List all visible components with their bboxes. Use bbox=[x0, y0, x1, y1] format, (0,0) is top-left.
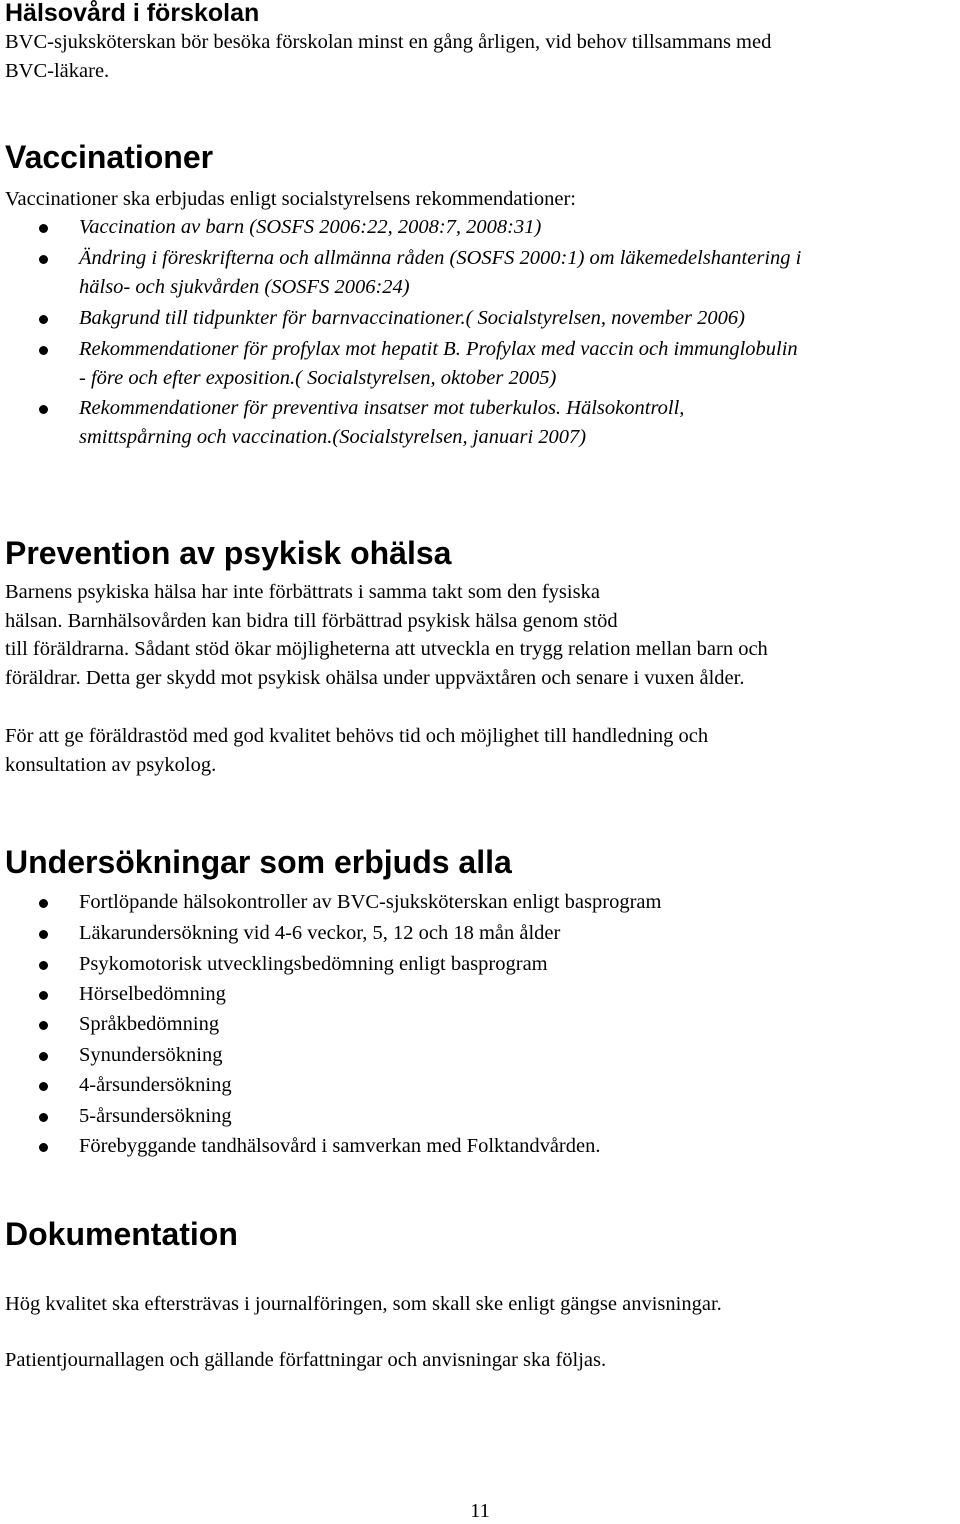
heading-dokumentation: Dokumentation bbox=[5, 1216, 238, 1252]
bullet-icon bbox=[39, 255, 48, 264]
list-item: Vaccination av barn (SOSFS 2006:22, 2008:7, 2008:31) bbox=[79, 216, 542, 238]
paragraph-prevention bbox=[5, 578, 768, 692]
paragraph-foraldrastod bbox=[5, 722, 708, 779]
text-line: konsultation av psykolog. bbox=[5, 753, 217, 776]
bullet-icon bbox=[39, 1082, 48, 1091]
list-item: 4-årsundersökning bbox=[79, 1074, 232, 1096]
list-item-continued: hälso- och sjukvården (SOSFS 2006:24) bbox=[79, 276, 410, 298]
text-line: till föräldrarna. Sådant stöd ökar möjligheterna att utveckla en trygg relation mellan barn och bbox=[5, 638, 768, 661]
bullet-icon bbox=[39, 315, 48, 324]
paragraph-dokumentation-1: Hög kvalitet ska eftersträvas i journalföringen, som skall ske enligt gängse anvisningar. bbox=[5, 1293, 722, 1315]
heading-prevention: Prevention av psykisk ohälsa bbox=[5, 535, 452, 571]
bullet-icon bbox=[39, 1113, 48, 1122]
list-item: 5-årsundersökning bbox=[79, 1105, 232, 1127]
bullet-icon bbox=[39, 1143, 48, 1152]
list-item: Hörselbedömning bbox=[79, 983, 226, 1005]
list-item: Ändring i föreskrifterna och allmänna råden (SOSFS 2000:1) om läkemedelshantering i bbox=[79, 247, 802, 269]
list-item: Läkarundersökning vid 4-6 veckor, 5, 12 och 18 mån ålder bbox=[79, 922, 561, 944]
bullet-icon bbox=[39, 991, 48, 1000]
list-item: Bakgrund till tidpunkter för barnvaccinationer.( Socialstyrelsen, november 2006) bbox=[79, 307, 745, 329]
bullet-icon bbox=[39, 1021, 48, 1030]
text-line: BVC-läkare. bbox=[5, 59, 110, 82]
page-number: 11 bbox=[470, 1500, 490, 1522]
text-line: hälsan. Barnhälsovården kan bidra till förbättrad psykisk hälsa genom stöd bbox=[5, 609, 618, 632]
list-item: Rekommendationer för preventiva insatser mot tuberkulos. Hälsokontroll, bbox=[79, 397, 685, 419]
bullet-icon bbox=[39, 405, 48, 414]
bullet-icon bbox=[39, 899, 48, 908]
bullet-icon bbox=[39, 930, 48, 939]
list-item: Fortlöpande hälsokontroller av BVC-sjuksköterskan enligt basprogram bbox=[79, 891, 662, 913]
heading-halsovard: Hälsovård i förskolan bbox=[5, 0, 260, 27]
paragraph-halsovard bbox=[5, 28, 771, 85]
text-line: Barnens psykiska hälsa har inte förbättrats i samma takt som den fysiska bbox=[5, 581, 600, 603]
vaccinationer-intro: Vaccinationer ska erbjudas enligt socialstyrelsens rekommendationer: bbox=[5, 188, 576, 210]
list-item-continued: smittspårning och vaccination.(Socialstyrelsen, januari 2007) bbox=[79, 426, 587, 448]
bullet-icon bbox=[39, 1052, 48, 1061]
text-line: BVC-sjuksköterskan bör besöka förskolan minst en gång årligen, vid behov tillsammans med bbox=[5, 31, 772, 53]
list-item-continued: - före och efter exposition.( Socialstyrelsen, oktober 2005) bbox=[79, 367, 557, 389]
paragraph-dokumentation-2: Patientjournallagen och gällande författningar och anvisningar ska följas. bbox=[5, 1349, 607, 1371]
heading-undersokningar: Undersökningar som erbjuds alla bbox=[5, 844, 512, 880]
list-item: Psykomotorisk utvecklingsbedömning enligt basprogram bbox=[79, 953, 548, 975]
bullet-icon bbox=[39, 224, 48, 233]
text-line: För att ge föräldrastöd med god kvalitet behövs tid och möjlighet till handledning och bbox=[5, 725, 709, 747]
text-line: föräldrar. Detta ger skydd mot psykisk ohälsa under uppväxtåren och senare i vuxen ålder. bbox=[5, 666, 745, 689]
list-item: Rekommendationer för profylax mot hepatit B. Profylax med vaccin och immunglobulin bbox=[79, 338, 798, 360]
bullet-icon bbox=[39, 346, 48, 355]
list-item: Förebyggande tandhälsovård i samverkan med Folktandvården. bbox=[79, 1135, 601, 1157]
heading-vaccinationer: Vaccinationer bbox=[5, 139, 214, 175]
bullet-icon bbox=[39, 961, 48, 970]
list-item: Synundersökning bbox=[79, 1044, 223, 1066]
list-item: Språkbedömning bbox=[79, 1013, 220, 1035]
